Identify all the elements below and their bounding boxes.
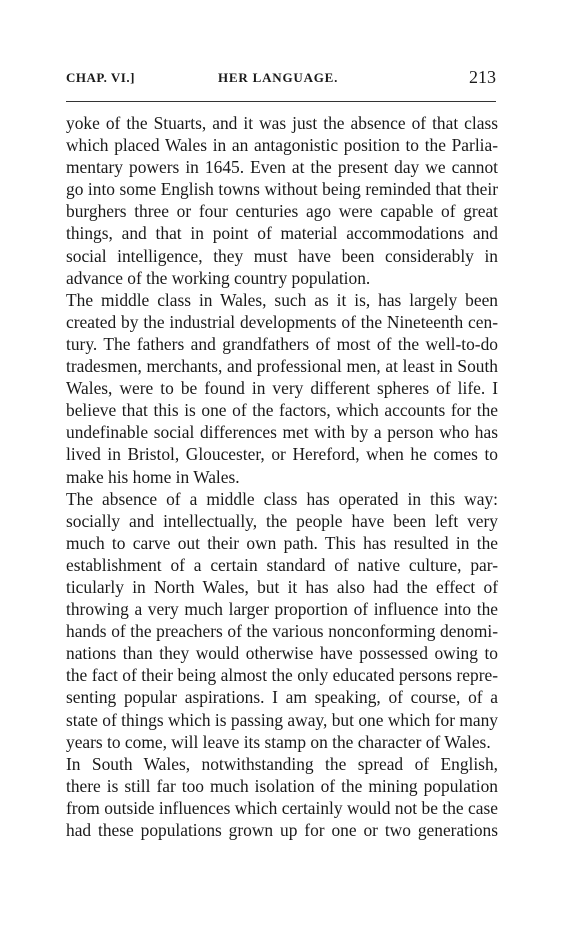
text-line: throwing a very much larger proportion of influence into the — [66, 599, 498, 620]
text-line: tury. The fathers and grandfathers of most of the well-to-do — [66, 333, 498, 354]
text-line: hands of the preachers of the various nonconforming denomi- — [66, 621, 498, 642]
text-line: make his home in Wales. — [66, 466, 240, 487]
text-line: senting popular aspirations. I am speaking, of course, of a — [66, 687, 498, 708]
running-title: HER LANGUAGE. — [218, 70, 339, 85]
text-line: much to carve out their own path. This has resulted in the — [66, 532, 498, 553]
text-line: believe that this is one of the factors, which accounts for the — [66, 400, 498, 421]
text-line: go into some English towns without being reminded that their — [66, 179, 498, 200]
text-line: nations than they would otherwise have possessed owing to — [66, 643, 498, 664]
text-line: advance of the working country population. — [66, 267, 371, 288]
text-line: Wales, were to be found in very different spheres of life. I — [66, 378, 498, 399]
text-line: state of things which is passing away, but one which for many — [66, 709, 498, 730]
text-line: ticularly in North Wales, but it has also had the effect of — [66, 576, 498, 597]
text-line: socially and intellectually, the people have been left very — [66, 510, 498, 531]
page-number: 213 — [469, 67, 496, 87]
text-line: social intelligence, they must have been considerably in — [66, 245, 498, 266]
header-rule — [66, 101, 496, 102]
text-line: tradesmen, merchants, and professional men, at least in South — [66, 356, 498, 377]
text-line: which placed Wales in an antagonistic position to the Parlia- — [66, 135, 498, 156]
text-line: the fact of their being almost the only educated persons repre- — [66, 665, 498, 686]
text-line: things, and that in point of material accommodations and — [66, 223, 498, 244]
text-line: had these populations grown up for one or two generations — [66, 820, 498, 840]
text-line: years to come, will leave its stamp on the character of Wales. — [66, 731, 491, 752]
chapter-label: CHAP. VI.] — [66, 70, 135, 85]
text-line: In South Wales, notwithstanding the spread of English, — [66, 753, 498, 774]
text-line: establishment of a certain standard of native culture, par- — [66, 554, 498, 575]
text-line: mentary powers in 1645. Even at the present day we cannot — [66, 157, 498, 178]
text-line: from outside influences which certainly would not be the case — [66, 797, 498, 818]
text-line: The middle class in Wales, such as it is, has largely been — [66, 289, 498, 310]
text-line: burghers three or four centuries ago were capable of great — [66, 201, 498, 222]
text-line: The absence of a middle class has operated in this way: — [66, 488, 498, 509]
text-line: lived in Bristol, Gloucester, or Hereford, when he comes to — [66, 444, 498, 465]
running-head — [66, 67, 498, 94]
text-line: there is still far too much isolation of the mining population — [66, 775, 498, 796]
text-line: undefinable social differences met with by a person who has — [66, 422, 498, 443]
body-text — [66, 112, 498, 841]
text-line: created by the industrial developments of the Nineteenth cen- — [66, 311, 498, 332]
text-line: yoke of the Stuarts, and it was just the absence of that class — [66, 113, 498, 133]
